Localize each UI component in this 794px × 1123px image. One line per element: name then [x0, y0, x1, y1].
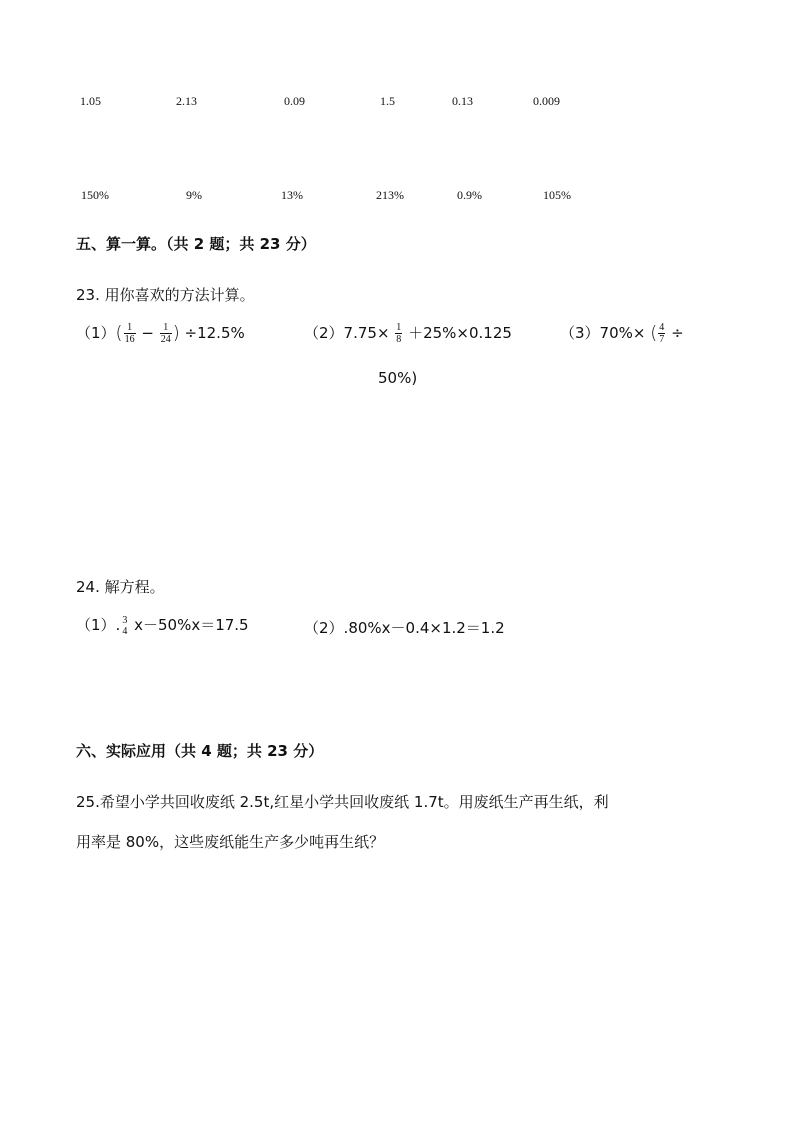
decimal-item: 1.05 — [80, 94, 101, 108]
part-label: （1） — [76, 616, 116, 634]
decimal-item: 0.09 — [284, 94, 305, 108]
question-title: 24. 解方程。 — [76, 578, 165, 596]
question-line: 用率是 80%，这些废纸能生产多少吨再生纸？ — [76, 833, 385, 851]
section-heading: 六、实际应用（共 4 题；共 23 分） — [76, 742, 324, 760]
question-title: 23. 用你喜欢的方法计算。 — [76, 286, 255, 304]
percent-item: 13% — [281, 188, 303, 202]
percent-item: 213% — [376, 188, 404, 202]
fraction: $\frac{1}{24}$ — [160, 322, 171, 345]
minus-sign: − — [141, 324, 154, 342]
percent-item: 150% — [81, 188, 109, 202]
fraction: $\frac{1}{16}$ — [124, 322, 135, 345]
decimal-item: 0.009 — [533, 94, 560, 108]
percent-item: 9% — [186, 188, 202, 202]
expression-text: ＋25%×0.125 — [408, 324, 512, 342]
percent-item: 105% — [543, 188, 571, 202]
fraction: $\frac{4}{7}$ — [659, 322, 665, 345]
q23-part3 — [560, 318, 684, 349]
division-sign: ÷ — [671, 324, 684, 342]
equation-text: .80%x－0.4×1.2＝1.2 — [343, 619, 505, 637]
expression-text: ÷12.5% — [184, 324, 245, 342]
part-label: （3） — [560, 324, 600, 342]
q23-part1 — [76, 318, 245, 349]
part-label: （2） — [304, 324, 344, 342]
q24-part1 — [76, 610, 249, 640]
expression-text: 70%× — [599, 324, 646, 342]
close-paren: ) — [172, 322, 180, 344]
decimal-item: 2.13 — [176, 94, 197, 108]
decimal-item: 1.5 — [380, 94, 395, 108]
q23-part3-continued: 50%) — [378, 369, 418, 387]
section-heading: 五、算一算。（共 2 题；共 23 分） — [76, 235, 316, 253]
part-label: （2） — [304, 619, 344, 637]
dot: . — [115, 616, 121, 634]
part-label: （1） — [76, 324, 116, 342]
fraction: $\frac{1}{8}$ — [396, 322, 402, 345]
q23-part2 — [304, 318, 512, 348]
equation-text: x－50%x＝17.5 — [134, 616, 249, 634]
decimal-item: 0.13 — [452, 94, 473, 108]
question-line: 25.希望小学共回收废纸 2.5t,红星小学共回收废纸 1.7t。用废纸生产再生纸，利 — [76, 793, 609, 811]
expression-text: 7.75× — [343, 324, 390, 342]
percent-item: 0.9% — [457, 188, 482, 202]
open-paren: ( — [650, 322, 658, 344]
open-paren: ( — [115, 322, 123, 344]
q24-part2 — [304, 617, 505, 638]
fraction: 3 4 — [122, 614, 128, 637]
